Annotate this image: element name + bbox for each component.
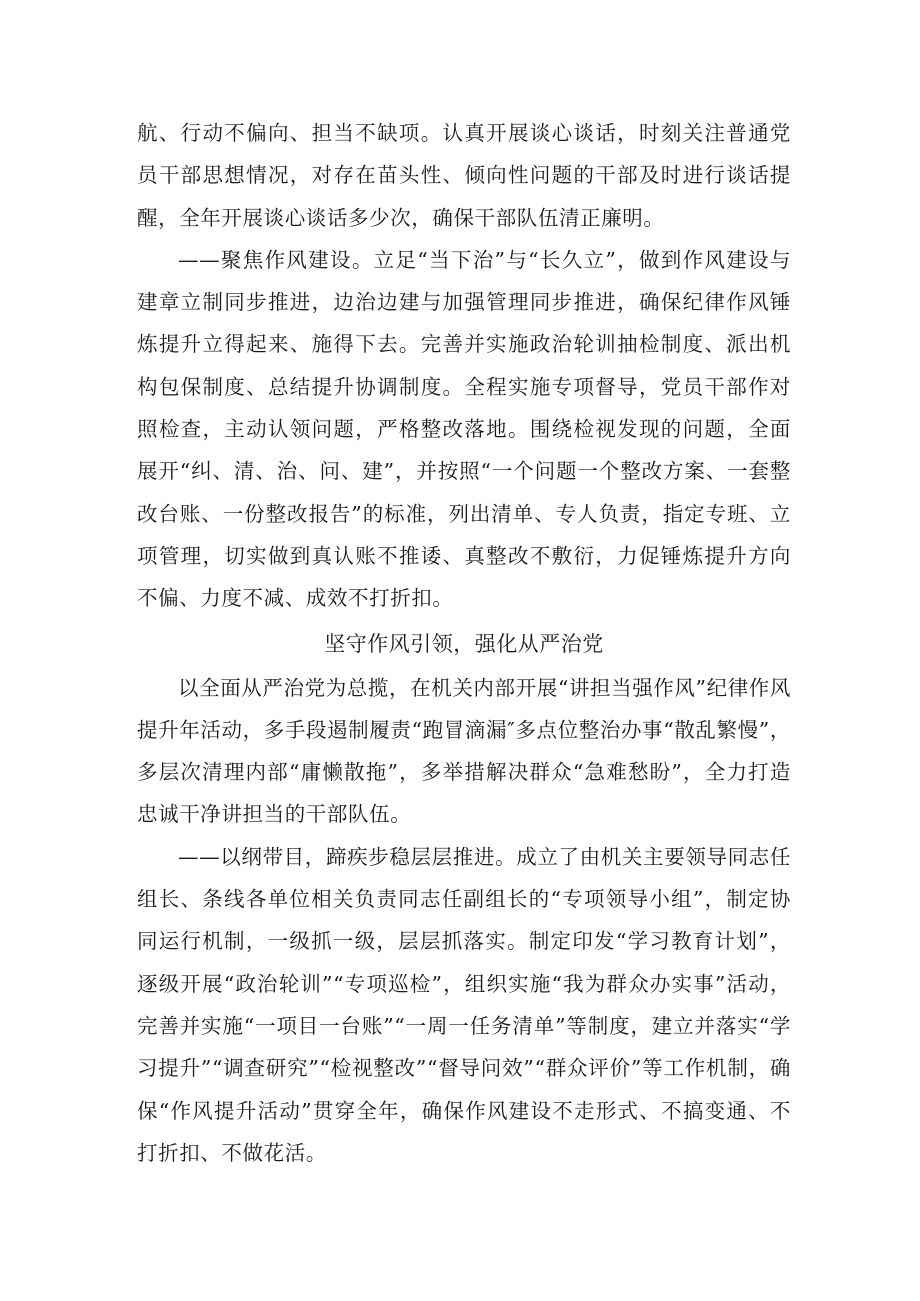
paragraph-implementation: ——以纲带目，蹄疾步稳层层推进。成立了由机关主要领导同志任组长、条线各单位相关负责同志任副组长的“专项领导小组”，制定协同运行机制，一级抓一级，层层抓落实。制定印发“学习教育计划”，逐级开展“政治轮训”“专项巡检”，组织实施“我为群众办实事”活动，完善并实施“一项目一台账”“一周一任务清单”等制度，建立并落实“学习提升”“调查研究”“检视整改”“督导问效”“群众评价”等工作机制，确保“作风提升活动”贯穿全年，确保作风建设不走形式、不搞变通、不打折扣、不做花活。 — [137, 844, 791, 1165]
paragraph-style-construction: ——聚焦作风建设。立足“当下治”与“长久立”，做到作风建设与建章立制同步推进，边治边建与加强管理同步推进，确保纪律作风锤炼提升立得起来、施得下去。完善并实施政治轮训抽检制度、派出机构包保制度、总结提升协调制度。全程实施专项督导，党员干部作对照检查，主动认领问题，严格整改落地。围绕检视发现的问题，全面展开“纠、清、治、问、建”，并按照“一个问题一个整改方案、一套整改台账、一份整改报告”的标准，列出清单、专人负责，指定专班、立项管理，切实做到真认账不推诿、真整改不敷衍，力促锤炼提升方向不偏、力度不减、成效不打折扣。 — [137, 247, 791, 611]
section-heading: 坚守作风引领，强化从严治党 — [324, 631, 604, 656]
paragraph-section-intro: 以全面从严治党为总揽，在机关内部开展“讲担当强作风”纪律作风提升年活动，多手段遏制履责“跑冒滴漏″多点位整治办事“散乱繁慢”，多层次清理内部“庸懒散拖”，多举措解决群众“急难愁盼”，全力打造忠诚干净讲担当的干部队伍。 — [137, 675, 791, 827]
document-body — [137, 112, 791, 1174]
paragraph-continuation: 航、行动不偏向、担当不缺项。认真开展谈心谈话，时刻关注普通党员干部思想情况，对存在苗头性、倾向性问题的干部及时进行谈话提醒，全年开展谈心谈话多少次，确保干部队伍清正廉明。 — [137, 121, 791, 230]
